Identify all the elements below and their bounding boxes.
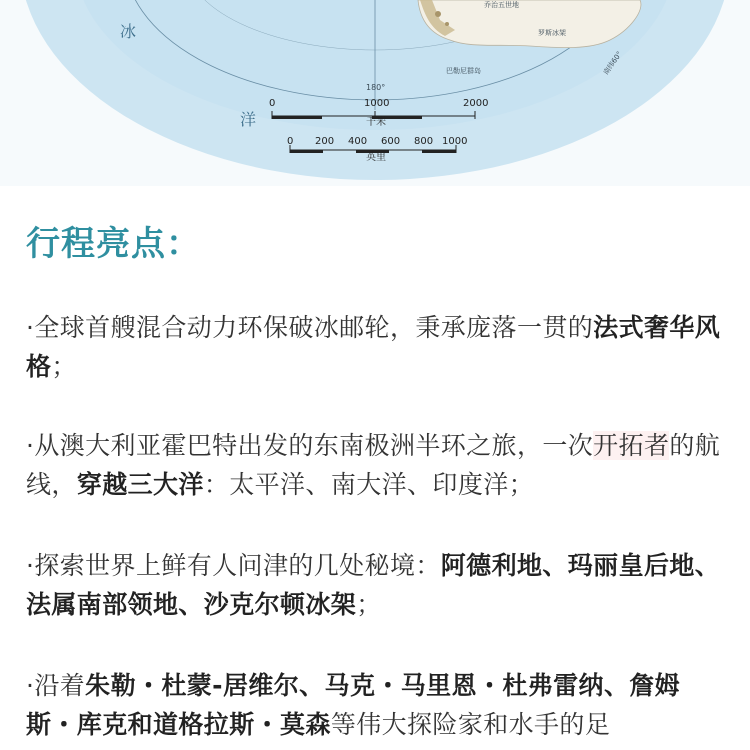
landmass [418, 0, 641, 48]
km-unit: 千米 [366, 117, 386, 128]
meridian-label: 180° [366, 83, 386, 92]
section-heading: 行程亮点： [26, 224, 201, 264]
place-label-2: 罗斯冰架 [538, 29, 566, 37]
mi-tick-3: 600 [381, 136, 401, 147]
mi-tick-4: 800 [414, 136, 434, 147]
mi-tick-2: 400 [348, 136, 368, 147]
mi-tick-1: 200 [315, 136, 335, 147]
antarctica-map [0, 0, 750, 186]
bold-text: 阿德利地、玛丽皇后地、法属南部领地、沙克尔顿冰架 [26, 551, 721, 619]
place-label-3: 巴勒尼群岛 [446, 67, 481, 75]
highlight-item-4: ·沿着朱勒・杜蒙-居维尔、马克・马里恩・杜弗雷纳、詹姆斯・库克和道格拉斯・莫森等伟大探险家和水手的足 [26, 671, 681, 739]
highlight-item-2: ·从澳大利亚霍巴特出发的东南极洲半环之旅，一次开拓者的航线，穿越三大洋：太平洋、南大洋、印度洋； [26, 431, 721, 499]
ocean-char-2: 洋 [240, 110, 257, 129]
latitude-label: 南纬60° [601, 50, 624, 77]
place-label-1: 乔治五世地 [484, 1, 519, 9]
mi-tick-5: 1000 [442, 136, 468, 147]
bold-text: 朱勒・杜蒙-居维尔、马克・马里恩・杜弗雷纳、詹姆斯・库克和道格拉斯・莫森 [26, 671, 681, 739]
ocean-char-1: 冰 [120, 22, 137, 41]
bullet: · [26, 313, 35, 342]
bullet: · [26, 551, 35, 580]
highlight-item-3: ·探索世界上鲜有人问津的几处秘境：阿德利地、玛丽皇后地、法属南部领地、沙克尔顿冰架； [26, 551, 721, 619]
highlight-item-1: ·全球首艘混合动力环保破冰邮轮，秉承庞落一贯的法式奢华风格； [26, 313, 721, 381]
bold-text: 法式奢华风格 [26, 313, 721, 381]
bullet: · [26, 671, 35, 700]
mi-unit: 英里 [366, 152, 386, 163]
bullet: · [26, 431, 35, 460]
km-tick-0: 0 [269, 98, 276, 109]
highlighted-text: 者 [643, 431, 670, 460]
km-tick-1: 1000 [364, 98, 390, 109]
bold-text: 穿越三大洋 [76, 470, 204, 499]
mi-tick-0: 0 [287, 136, 294, 147]
km-tick-2: 2000 [463, 98, 489, 109]
highlighted-text: 开拓 [593, 431, 644, 460]
